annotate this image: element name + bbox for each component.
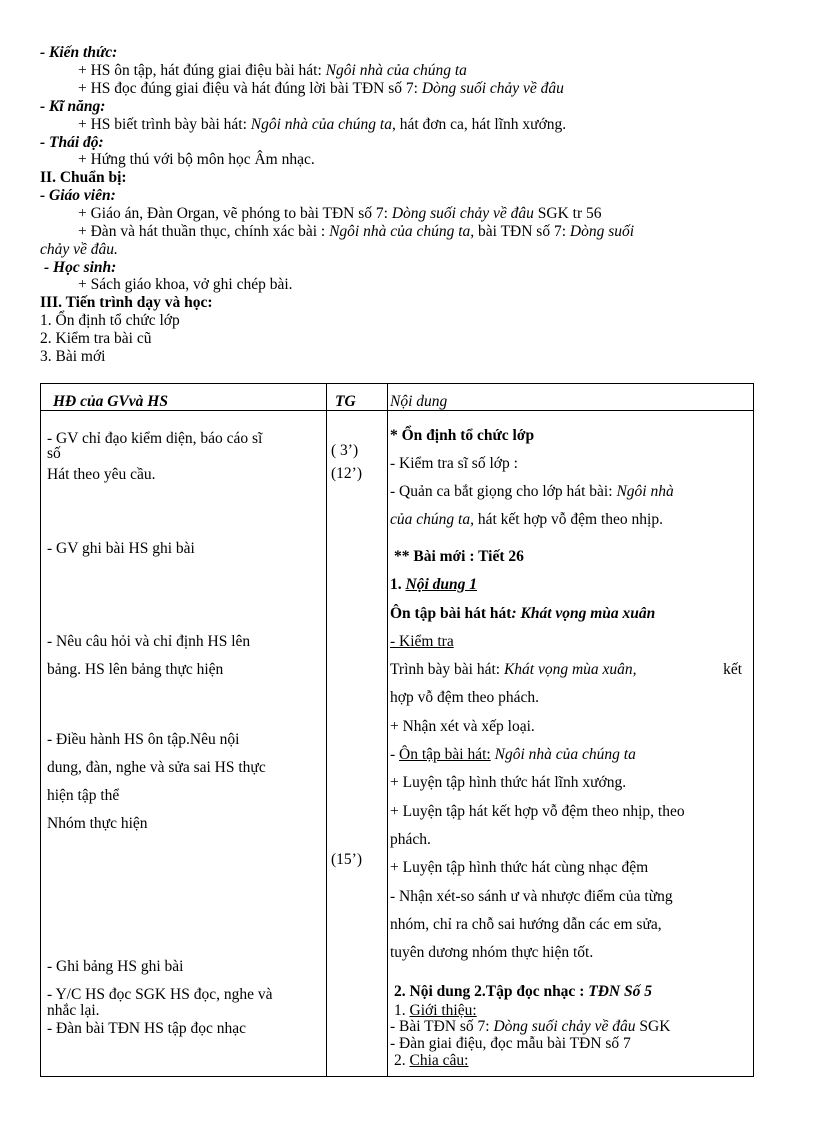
- table-body-row: [41, 411, 754, 1077]
- knowledge-item-2-song: Dòng suối chảy về đâu: [421, 80, 564, 97]
- content-intro-num: 1.: [394, 1002, 410, 1019]
- knowledge-item-1-song: Ngôi nhà của chúng ta: [325, 62, 467, 79]
- content-review-title-song: : Khát vọng mùa xuân: [511, 605, 656, 622]
- content-practice-1: + Luyện tập hình thức hát lĩnh xướng.: [390, 774, 627, 791]
- content-review-title-text: Ôn tập bài hát hát: [390, 605, 512, 622]
- content-section-2-song: TĐN Số 5: [588, 983, 652, 1000]
- content-section-1-num: 1.: [390, 576, 406, 593]
- time-2: (12’): [331, 465, 362, 482]
- content-split-num: 2.: [394, 1052, 410, 1069]
- content-reading-piece-suffix: SGK: [635, 1018, 671, 1035]
- activity-8-cont: nhắc lại.: [47, 1002, 100, 1019]
- content-section-1: [390, 576, 477, 594]
- activity-5: - Điều hành HS ôn tập.Nêu nội: [47, 731, 240, 748]
- knowledge-heading: - Kiến thức:: [40, 44, 118, 61]
- teacher-item-1: [78, 205, 602, 223]
- knowledge-item-2-text: + HS đọc đúng giai điệu và hát đúng lời bài TĐN số 7:: [78, 80, 422, 97]
- content-feedback-cont2: tuyên dương nhóm thực hiện tốt.: [390, 944, 594, 961]
- content-lesson-number: Tiết 26: [478, 548, 524, 565]
- activity-9: - Đàn bài TĐN HS tập đọc nhạc: [47, 1020, 247, 1037]
- content-perform-cont: hợp vỗ đệm theo phách.: [390, 689, 539, 706]
- skills-item-1-suffix: , hát đơn ca, hát lĩnh xướng.: [391, 116, 567, 133]
- time-1: ( 3’): [331, 442, 359, 459]
- content-practice-3: + Luyện tập hình thức hát cùng nhạc đệm: [390, 859, 649, 876]
- teacher-item-2-song: Ngôi nhà của chúng ta,: [329, 223, 475, 240]
- teacher-item-2-text: + Đàn và hát thuần thục, chính xác bài :: [78, 223, 330, 240]
- content-review-song-label: Ôn tập bài hát:: [399, 746, 491, 763]
- content-warmup: [390, 483, 742, 501]
- teacher-heading: - Giáo viên:: [40, 187, 116, 204]
- activities-cell: [41, 411, 326, 1076]
- activity-7: - Ghi bảng HS ghi bài: [47, 958, 184, 975]
- content-practice-2-cont: phách.: [390, 831, 431, 848]
- skills-heading: - Kĩ năng:: [40, 98, 106, 115]
- knowledge-item-1-text: + HS ôn tập, hát đúng giai điệu bài hát:: [78, 62, 326, 79]
- knowledge-item-2: [78, 80, 564, 98]
- content-warmup-song-cont: của chúng ta,: [390, 511, 474, 528]
- content-grade: + Nhận xét và xếp loại.: [390, 718, 535, 735]
- content-feedback-cont: nhóm, chỉ ra chỗ sai hướng dẫn các em sửa,: [390, 916, 662, 933]
- content-section-2: [394, 983, 652, 1001]
- knowledge-item-1: [78, 62, 467, 80]
- teacher-item-2: [78, 223, 634, 241]
- content-reading-piece-song: Dòng suối chảy về đâu: [493, 1018, 636, 1035]
- content-warmup-cont: [390, 511, 663, 529]
- activity-5-cont2: hiện tập thể: [47, 787, 120, 804]
- teacher-item-2-mid: bài TĐN số 7:: [474, 223, 570, 240]
- time-cell: [327, 411, 387, 1076]
- content-warmup-suffix: hát kết hợp vỗ đệm theo nhịp.: [473, 511, 663, 528]
- activity-2: Hát theo yêu cầu.: [47, 466, 156, 483]
- process-heading: III. Tiến trình dạy và học:: [40, 294, 213, 311]
- process-step-2: 2. Kiểm tra bài cũ: [40, 330, 152, 347]
- activity-3: - GV ghi bài HS ghi bài: [47, 540, 195, 557]
- activity-6: Nhóm thực hiện: [47, 815, 148, 832]
- content-reading-piece-text: - Bài TĐN số 7:: [390, 1018, 494, 1035]
- content-review-title: [390, 605, 655, 623]
- content-reading-piece: [390, 1018, 670, 1036]
- content-check-label: - Kiểm tra: [390, 633, 454, 650]
- activity-1-cont: số: [47, 445, 61, 462]
- activity-4-cont: bảng. HS lên bảng thực hiện: [47, 661, 224, 678]
- skills-item-1: [78, 116, 566, 134]
- content-perform: [390, 661, 742, 679]
- table-header-row: [41, 384, 754, 411]
- preparation-heading: II. Chuẩn bị:: [40, 169, 127, 186]
- teacher-item-1-text: + Giáo án, Đàn Organ, vẽ phóng to bài TĐN số 7:: [78, 205, 392, 222]
- header-activities: HĐ của GVvà HS: [53, 393, 168, 410]
- content-new-lesson-label: ** Bài mới :: [394, 548, 479, 565]
- attitude-item-1: + Hứng thú với bộ môn học Âm nhạc.: [78, 151, 315, 168]
- activity-5-cont: dung, đàn, nghe và sửa sai HS thực: [47, 759, 266, 776]
- content-intro-label: Giới thiệu:: [409, 1002, 477, 1019]
- activity-1: - GV chỉ đạo kiểm diện, báo cáo sĩ: [47, 430, 263, 447]
- content-perform-song: Khát vọng mùa xuân,: [503, 661, 637, 678]
- content-check: [390, 633, 454, 651]
- content-demo: - Đàn giai điệu, đọc mẫu bài TĐN số 7: [390, 1035, 631, 1052]
- content-review-song-title: Ngôi nhà của chúng ta: [490, 746, 636, 763]
- content-cell: [388, 411, 753, 1076]
- content-feedback: - Nhận xét-so sánh ư và nhược điểm của từng: [390, 888, 673, 905]
- time-3: (15’): [331, 851, 362, 868]
- content-warmup-song: Ngôi nhà: [616, 483, 674, 500]
- content-split-label: Chia câu:: [409, 1052, 469, 1069]
- content-perform-text: Trình bày bài hát:: [390, 661, 504, 678]
- attitude-heading: - Thái độ:: [40, 134, 104, 151]
- teacher-item-2-song2: Dòng suối: [569, 223, 635, 240]
- student-heading: - Học sinh:: [44, 259, 117, 276]
- skills-item-1-song: Ngôi nhà của chúng ta: [250, 116, 392, 133]
- process-step-3: 3. Bài mới: [40, 348, 106, 365]
- teacher-item-1-suffix: SGK tr 56: [533, 205, 602, 222]
- lesson-table: [40, 383, 754, 1077]
- header-content: Nội dung: [390, 393, 448, 410]
- content-attendance: - Kiểm tra sĩ số lớp :: [390, 455, 518, 472]
- teacher-item-2-continued: chảy về đâu.: [40, 241, 118, 258]
- content-stabilize: * Ổn định tổ chức lớp: [390, 427, 535, 444]
- teacher-item-1-song: Dòng suối chảy về đâu: [391, 205, 534, 222]
- content-perform-suffix: kết: [723, 661, 742, 678]
- content-warmup-text: - Quản ca bắt giọng cho lớp hát bài:: [390, 483, 617, 500]
- content-section-2-text: 2. Nội dung 2.Tập đọc nhạc :: [394, 983, 589, 1000]
- content-new-lesson: [394, 548, 524, 566]
- student-item-1: + Sách giáo khoa, vở ghi chép bài.: [78, 276, 293, 293]
- process-step-1: 1. Ổn định tổ chức lớp: [40, 312, 180, 329]
- content-section-1-label: Nội dung 1: [405, 576, 477, 593]
- activity-4: - Nêu câu hỏi và chỉ định HS lên: [47, 633, 251, 650]
- skills-item-1-text: + HS biết trình bày bài hát:: [78, 116, 251, 133]
- content-review-song-dash: -: [390, 746, 400, 763]
- content-review-song: [390, 746, 636, 764]
- content-practice-2: + Luyện tập hát kết hợp vỗ đệm theo nhịp, theo: [390, 803, 685, 820]
- content-split: [394, 1052, 468, 1070]
- header-time: TG: [335, 393, 356, 410]
- activity-8: - Y/C HS đọc SGK HS đọc, nghe và: [47, 986, 273, 1003]
